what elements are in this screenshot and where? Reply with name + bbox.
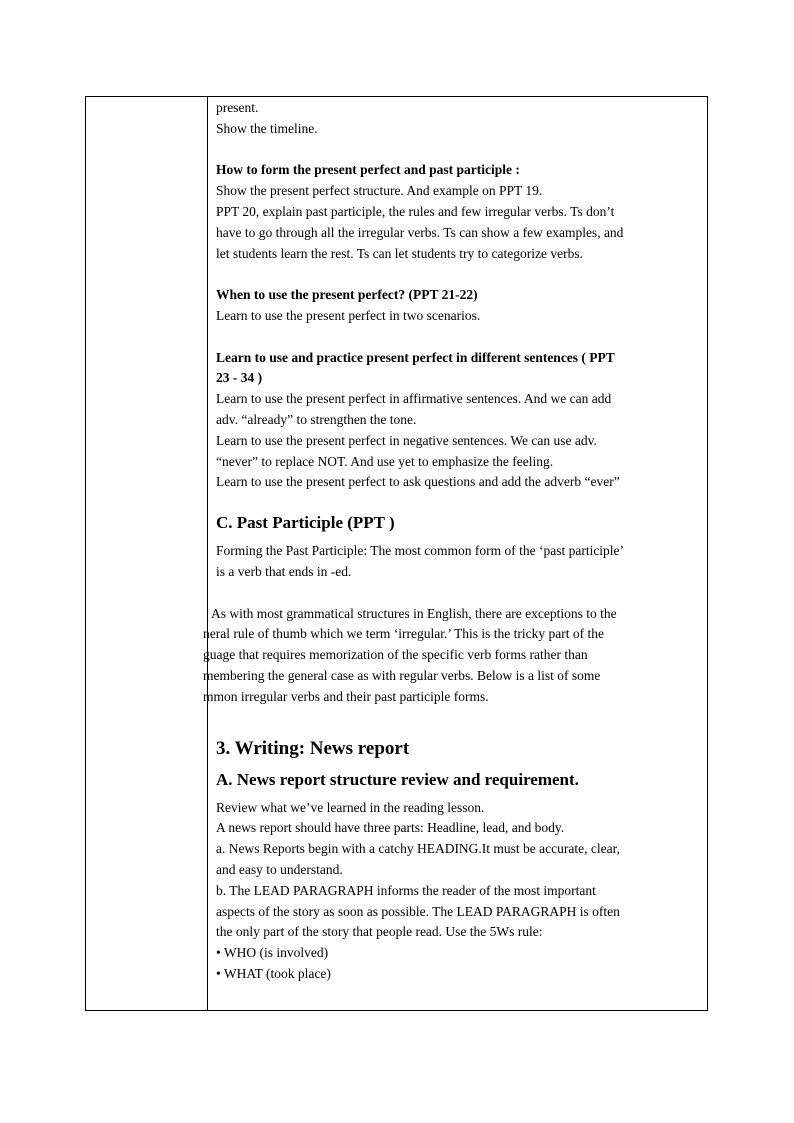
text-line: mmon irregular verbs and their past participle forms. [203,688,489,704]
text-line: neral rule of thumb which we term ‘irregular.’ This is the tricky part of the [203,626,604,642]
writing-heading: 3. Writing: News report [216,737,410,759]
lesson-plan-table [85,96,708,1011]
text-line: adv. “already” to strengthen the tone. [216,411,417,427]
section-heading-practice: Learn to use and practice present perfect in different sentences ( PPT [216,349,615,365]
bullet-item: • WHAT (took place) [216,965,331,981]
text-line: present. [216,100,259,115]
news-report-heading: A. News report structure review and requirement. [216,769,579,789]
text-line: “never” to replace NOT. And use yet to emphasize the feeling. [216,453,554,469]
bullet-item: • WHO (is involved) [216,945,329,961]
text-line: As with most grammatical structures in English, there are exceptions to the [211,605,617,621]
past-participle-heading: C. Past Participle (PPT ) [216,513,395,533]
text-line: guage that requires memorization of the specific verb forms rather than [203,647,588,663]
text-line: Show the timeline. [216,120,318,136]
text-line: have to go through all the irregular verbs. Ts can show a few examples, and [216,224,624,240]
text-line: let students learn the rest. Ts can let students try to categorize verbs. [216,245,583,261]
text-line: PPT 20, explain past participle, the rules and few irregular verbs. Ts don’t [216,203,615,219]
column-divider [207,97,208,1010]
text-line: b. The LEAD PARAGRAPH informs the reader of the most important [216,882,596,898]
section-heading-when: When to use the present perfect? (PPT 21-22) [216,287,478,303]
text-line: Learn to use the present perfect to ask questions and add the adverb “ever” [216,474,620,490]
text-line: membering the general case as with regular verbs. Below is a list of some [203,667,601,683]
text-line: Learn to use the present perfect in affirmative sentences. And we can add [216,391,612,407]
text-line: and easy to understand. [216,861,343,877]
section-heading-practice-cont: 23 - 34 ) [216,370,263,386]
text-line: Learn to use the present perfect in two scenarios. [216,307,481,323]
text-line: Review what we’ve learned in the reading lesson. [216,799,485,815]
text-line: is a verb that ends in -ed. [216,563,352,579]
text-line: a. News Reports begin with a catchy HEADING.It must be accurate, clear, [216,841,620,857]
text-line: A news report should have three parts: Headline, lead, and body. [216,820,565,836]
text-line: Show the present perfect structure. And example on PPT 19. [216,183,543,199]
text-line: Learn to use the present perfect in negative sentences. We can use adv. [216,432,597,448]
text-line: the only part of the story that people read. Use the 5Ws rule: [216,924,543,940]
exceptions-paragraph [203,604,703,708]
text-line: Forming the Past Participle: The most common form of the ‘past participle’ [216,543,625,559]
section-heading-form: How to form the present perfect and past participle : [216,162,520,178]
text-line: aspects of the story as soon as possible. The LEAD PARAGRAPH is often [216,903,620,919]
procedure-cell [203,97,704,1010]
